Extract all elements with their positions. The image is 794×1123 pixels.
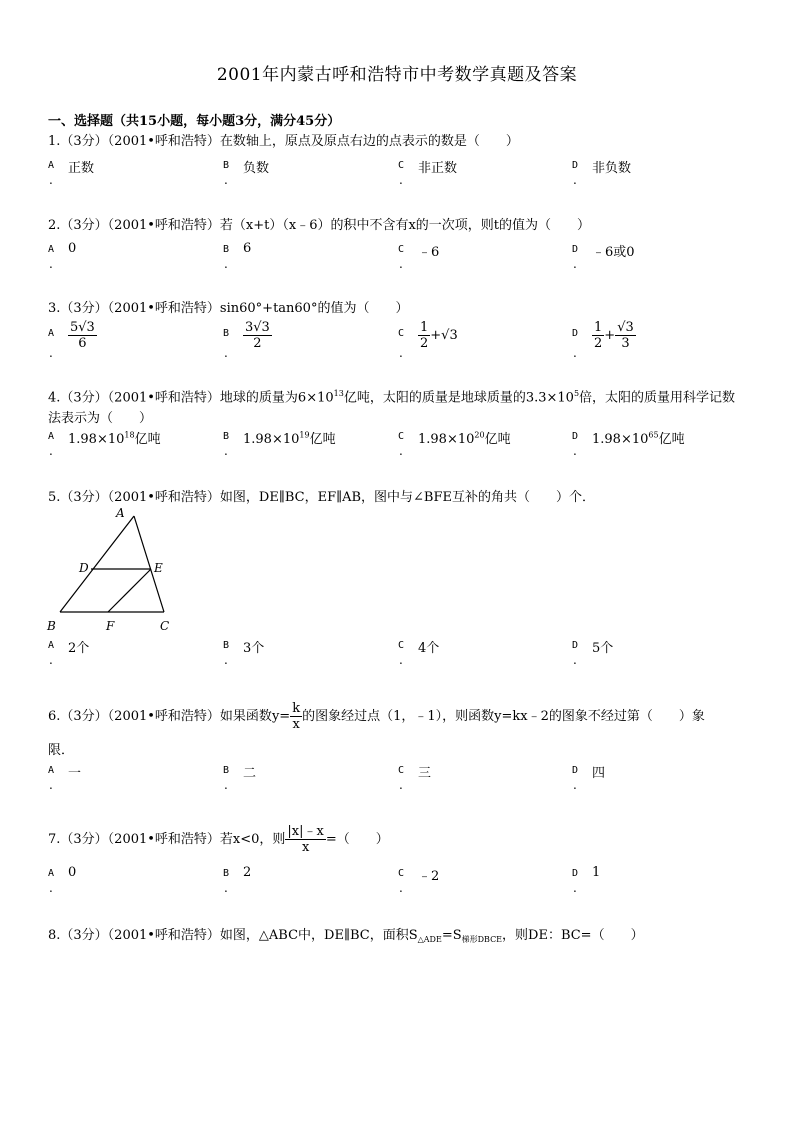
triangle-figure bbox=[44, 506, 184, 636]
fraction: $\frac{|x|﹣x}{x}$ bbox=[287, 824, 324, 855]
fraction: $\frac{k}{x}$ bbox=[292, 701, 301, 732]
question-5-stem: 5.（3分）（2001•呼和浩特）如图，DE∥BC，EF∥AB，图中与∠BFE互补的角共（ ）个． bbox=[48, 490, 595, 505]
label-c: C bbox=[160, 619, 170, 633]
label-e: E bbox=[154, 561, 163, 575]
label-b: B bbox=[47, 619, 56, 633]
question-8-stem: 8.（3分）（2001•呼和浩特）如图，△ABC中，DE∥BC，面积$S_{\triangle ADE}=S_{梯形DBCE}$，则DE：BC=（ ） bbox=[48, 928, 644, 944]
section-heading: 一、选择题（共15小题，每小题3分，满分45分） bbox=[48, 114, 341, 129]
page-title: 2001年内蒙古呼和浩特市中考数学真题及答案 bbox=[216, 65, 578, 85]
question-3-stem: 3.（3分）（2001•呼和浩特）sin60°+tan60°的值为（ ） bbox=[48, 301, 409, 316]
segment-ef bbox=[108, 569, 151, 612]
fraction: $\frac{5√3}{6}$ bbox=[70, 320, 95, 351]
fraction: $\frac{1}{2}$ bbox=[420, 320, 429, 351]
fraction: $\frac{3√3}{2}$ bbox=[245, 320, 270, 351]
label-d: D bbox=[79, 561, 89, 575]
fraction: $\frac{√3}{3}$ bbox=[617, 320, 634, 351]
label-f: F bbox=[106, 619, 115, 633]
question-1-stem: 1.（3分）（2001•呼和浩特）在数轴上，原点及原点右边的点表示的数是（ ） bbox=[48, 134, 519, 149]
question-2-stem: 2.（3分）（2001•呼和浩特）若（x+t）（x﹣6）的积中不含有x的一次项，则t的值为（ ） bbox=[48, 218, 591, 233]
fraction: $\frac{1}{2}$ bbox=[594, 320, 603, 351]
label-a: A bbox=[116, 506, 125, 520]
question-7-stem: 7.（3分）（2001•呼和浩特）若x<0，则 $\frac{|x|﹣x}{x}$ =（ ） bbox=[48, 824, 389, 855]
question-4-stem: 4.（3分）（2001•呼和浩特）地球的质量为$6\times 10^{13}$亿吨，太阳的质量是地球质量的$3.3\times 10^5$倍，太阳的质量用科学记数法表示为（ ） bbox=[48, 389, 736, 427]
question-6-stem: 6.（3分）（2001•呼和浩特）如果函数y= $\frac{k}{x}$ 的图象经过点（1，﹣1），则函数y=kx﹣2的图象不经过第（ ）象 限． bbox=[48, 701, 705, 758]
